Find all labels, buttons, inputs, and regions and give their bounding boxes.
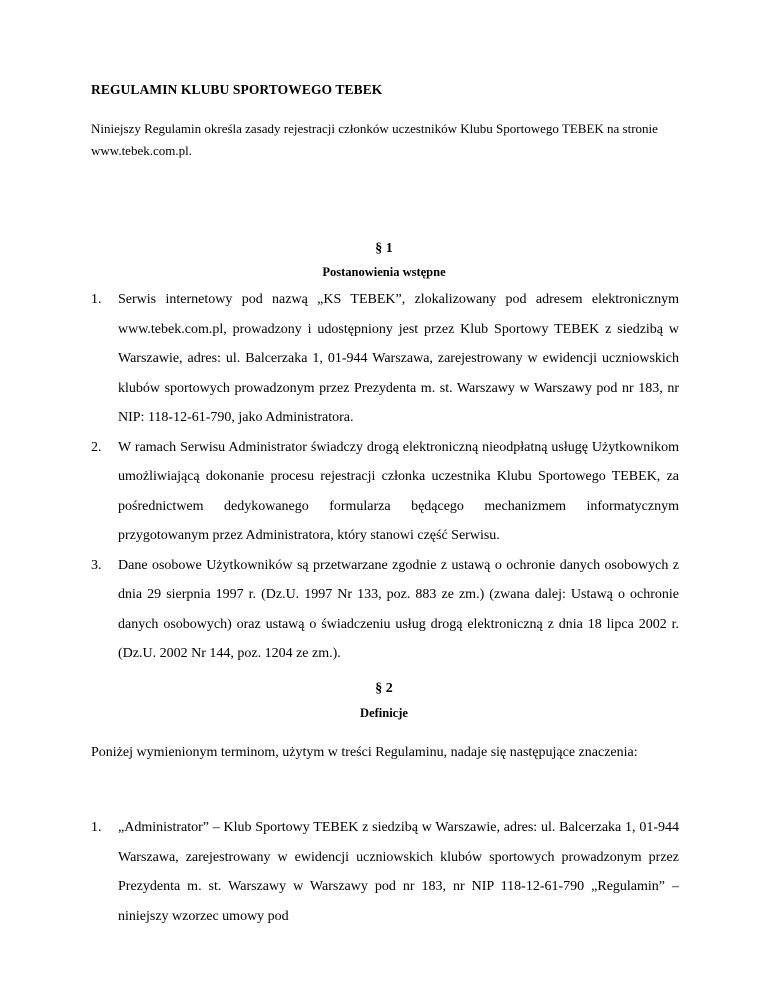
list-item-text: Serwis internetowy pod nazwą „KS TEBEK”, zlokalizowany pod adresem elektronicznym www.tebek.com.pl, prowadzony i udostępniony jest przez Klub Sportowy TEBEK z siedzibą w Warszawie, adres: ul. Balcerzaka 1, 01-944 Warszawa, zarejestrowany w ewidencji uczniowskich klubów sportowych prowadzonym przez Prezydenta m. st. Warszawy w Warszawy pod nr 183, nr NIP: 118-12-61-790, jako Administratora. bbox=[118, 292, 679, 425]
section-1-list bbox=[91, 285, 679, 669]
document-intro: Niniejszy Regulamin określa zasady rejestracji członków uczestników Klubu Sportowego TEBEK na stronie www.tebek.com.pl. bbox=[91, 121, 658, 158]
list-item bbox=[91, 285, 679, 433]
list-item bbox=[91, 813, 679, 931]
list-item-text: „Administrator” – Klub Sportowy TEBEK z siedzibą w Warszawie, adres: ul. Balcerzaka 1, 01-944 Warszawa, zarejestrowany w ewidencji uczniowskich klubów sportowych prowadzonym przez Prezydenta m. st. Warszawy w Warszawy pod nr 183, nr NIP 118-12-61-790 „Regulamin” – niniejszy wzorzec umowy pod bbox=[118, 820, 679, 924]
list-item-number: 1. bbox=[91, 820, 102, 835]
list-item-number: 2. bbox=[91, 439, 102, 455]
section-2-list bbox=[91, 813, 679, 931]
document-title: REGULAMIN KLUBU SPORTOWEGO TEBEK bbox=[91, 82, 383, 97]
section-1-number: § 1 bbox=[375, 241, 393, 256]
list-item bbox=[91, 551, 679, 669]
list-item bbox=[91, 433, 679, 551]
list-item-number: 1. bbox=[91, 292, 102, 307]
list-item-text: W ramach Serwisu Administrator świadczy drogą elektroniczną nieodpłatną usługę Użytkownikom umożliwiającą dokonanie procesu rejestracji członka uczestnika Klubu Sportowego TEBEK, za pośrednictwem dedykowanego formularza będącego mechanizmem informatycznym przygotowanym przez Administratora, który stanowi część Serwisu. bbox=[118, 439, 679, 543]
list-item-number: 3. bbox=[91, 557, 102, 573]
section-2-intro: Poniżej wymienionym terminom, użytym w treści Regulaminu, nadaje się następujące znaczenia: bbox=[91, 745, 638, 760]
section-1-heading: Postanowienia wstępne bbox=[322, 265, 446, 279]
list-item-text: Dane osobowe Użytkowników są przetwarzane zgodnie z ustawą o ochronie danych osobowych z dnia 29 sierpnia 1997 r. (Dz.U. 1997 Nr 133, poz. 883 ze zm.) (zwana dalej: Ustawą o ochronie danych osobowych) oraz ustawą o świadczeniu usług drogą elektroniczną z dnia 18 lipca 2002 r. (Dz.U. 2002 Nr 144, poz. 1204 ze zm.). bbox=[118, 557, 679, 661]
section-2-heading: Definicje bbox=[360, 706, 408, 720]
section-2-number: § 2 bbox=[375, 681, 393, 696]
